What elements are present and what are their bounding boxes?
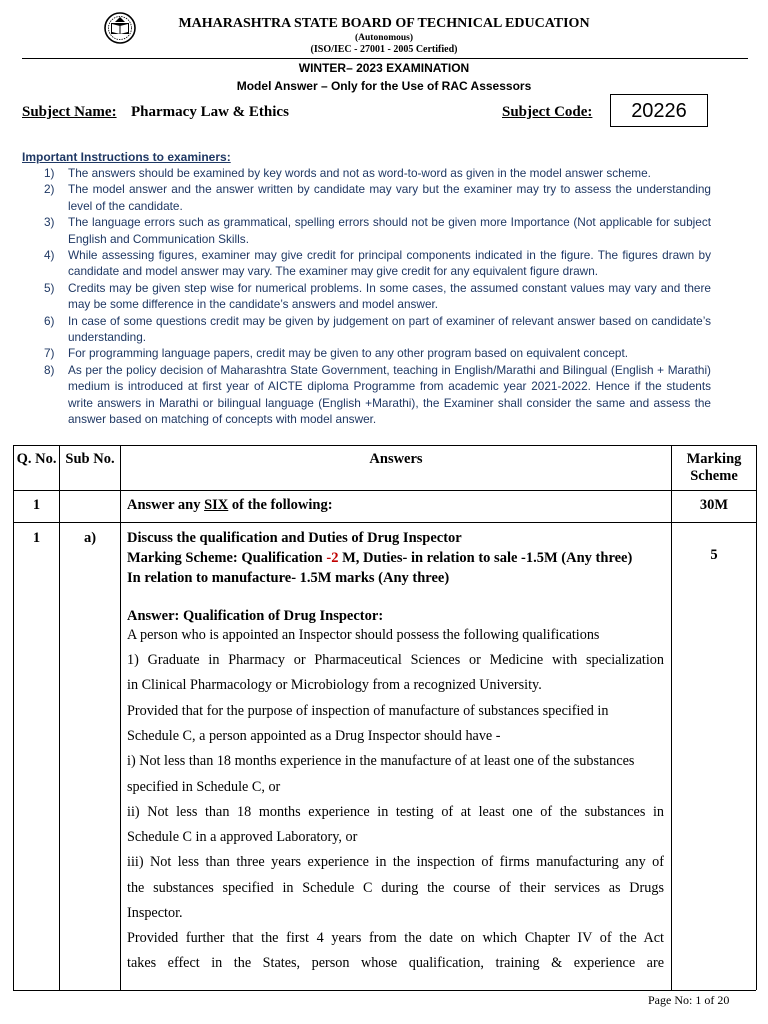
answer-line: Schedule C, a person appointed as a Drug Inspector should have - (127, 728, 501, 744)
table-border-bottom (13, 990, 756, 991)
answer-line: ii) Not less than 18 months experience in testing of at least one of the substances in (127, 804, 664, 820)
answer-line: i) Not less than 18 months experience in the manufacture of at least one of the substances (127, 753, 635, 769)
row2-q-no: 1 (32, 530, 41, 546)
answer-line: Schedule C in a approved Laboratory, or (127, 829, 358, 845)
row2-marks: 5 (710, 547, 718, 563)
subject-code-label: Subject Code: (502, 104, 593, 120)
marking-scheme-line-2: In relation to manufacture- 1.5M marks (Any three) (127, 570, 450, 586)
table-border-top (13, 445, 756, 446)
subject-name: Pharmacy Law & Ethics (131, 104, 289, 120)
answer-line: in Clinical Pharmacology or Microbiology from a recognized University. (127, 677, 542, 693)
instruction-item: 3) The language errors such as grammatical, spelling errors should not be given more Importance (Not applicable for subject English and Communication Skills. (44, 215, 711, 246)
exam-title: WINTER– 2023 EXAMINATION (298, 61, 470, 75)
header-marking-scheme: Marking Scheme (686, 451, 742, 484)
subject-name-label: Subject Name: (22, 104, 117, 120)
model-answer-note: Model Answer – Only for the Use of RAC Assessors (236, 79, 532, 93)
board-name: MAHARASHTRA STATE BOARD OF TECHNICAL EDUCATION (178, 16, 590, 31)
table-border-left (13, 445, 14, 990)
answer-line: the substances specified in Schedule C during the course of their services as Drugs (127, 880, 664, 896)
answer-line: Provided that for the purpose of inspection of manufacture of substances specified in (127, 703, 609, 719)
subject-code: 20226 (610, 94, 708, 127)
table-row-divider (13, 490, 756, 491)
instruction-item: 8) As per the policy decision of Maharashtra State Government, teaching in English/Marathi and Bilingual (English + Marathi) medium is introduced at first year of AICTE diploma Programme from academic year 2021-2022. Hence if the students write answers in Marathi or bilingual language (English +Marathi), the Examiner shall consider the same and assess the answer based on matching of concepts with model answer. (44, 362, 711, 427)
header-sub-no: Sub No. (65, 451, 115, 467)
answer-heading: Answer: Qualification of Drug Inspector: (127, 608, 384, 624)
page-number: Page No: 1 of 20 (648, 993, 730, 1007)
answer-line: iii) Not less than three years experience in the inspection of firms manufacturing any of (127, 854, 664, 870)
marking-scheme-line: Marking Scheme: Qualification -2 M, Duties- in relation to sale -1.5M (Any three) (127, 550, 633, 566)
instructions-title: Important Instructions to examiners: (22, 150, 231, 164)
instruction-item: 4) While assessing figures, examiner may give credit for principal components indicated in the figure. The figures drawn by candidate and model answer may vary. The examiner may give credit for any equivalent figure drawn. (44, 248, 711, 279)
answer-line: Inspector. (127, 905, 183, 921)
certification-label: (ISO/IEC - 27001 - 2005 Certified) (310, 44, 458, 55)
msbte-logo (100, 12, 140, 44)
table-col-divider (120, 445, 121, 990)
row2-sub-no: a) (83, 530, 97, 546)
autonomous-label: (Autonomous) (354, 33, 414, 43)
instruction-item: 1) The answers should be examined by key words and not as word-to-word as given in the model answer scheme. (44, 166, 651, 180)
instruction-item: 2) The model answer and the answer written by candidate may vary but the examiner may try to assess the understanding level of the candidate. (44, 182, 711, 213)
instruction-item: 5) Credits may be given step wise for numerical problems. In some cases, the assumed constant values may vary and there may be some difference in the candidate’s answers and model answer. (44, 280, 711, 312)
table-col-divider (671, 445, 672, 990)
answer-line: Provided further that the first 4 years from the date on which Chapter IV of the Act (127, 930, 664, 946)
instruction-item: 7) For programming language papers, credit may be given to any other program based on equivalent concept. (44, 346, 629, 361)
table-border-right (756, 445, 757, 990)
answer-line: takes effect in the States, person whose qualification, training & experience are (127, 955, 664, 971)
instruction-item: 6) In case of some questions credit may be given by judgement on part of examiner of relevant answer based on candidate’s understanding. (44, 313, 711, 345)
answer-line: 1) Graduate in Pharmacy or Pharmaceutical Sciences or Medicine with specialization (127, 652, 664, 668)
row1-marks: 30M (699, 497, 729, 513)
header-rule (22, 58, 748, 59)
answer-line: A person who is appointed an Inspector should possess the following qualifications (127, 627, 600, 643)
header-answers: Answers (369, 451, 423, 467)
table-row-divider (13, 522, 756, 523)
header-q-no: Q. No. (16, 451, 57, 467)
question-title: Discuss the qualification and Duties of Drug Inspector (127, 530, 462, 546)
row1-instruction: Answer any SIX of the following: (127, 497, 333, 513)
instructions-list (44, 165, 711, 428)
row1-q-no: 1 (32, 497, 41, 513)
answer-line: specified in Schedule C, or (127, 779, 281, 795)
table-col-divider (59, 445, 60, 990)
